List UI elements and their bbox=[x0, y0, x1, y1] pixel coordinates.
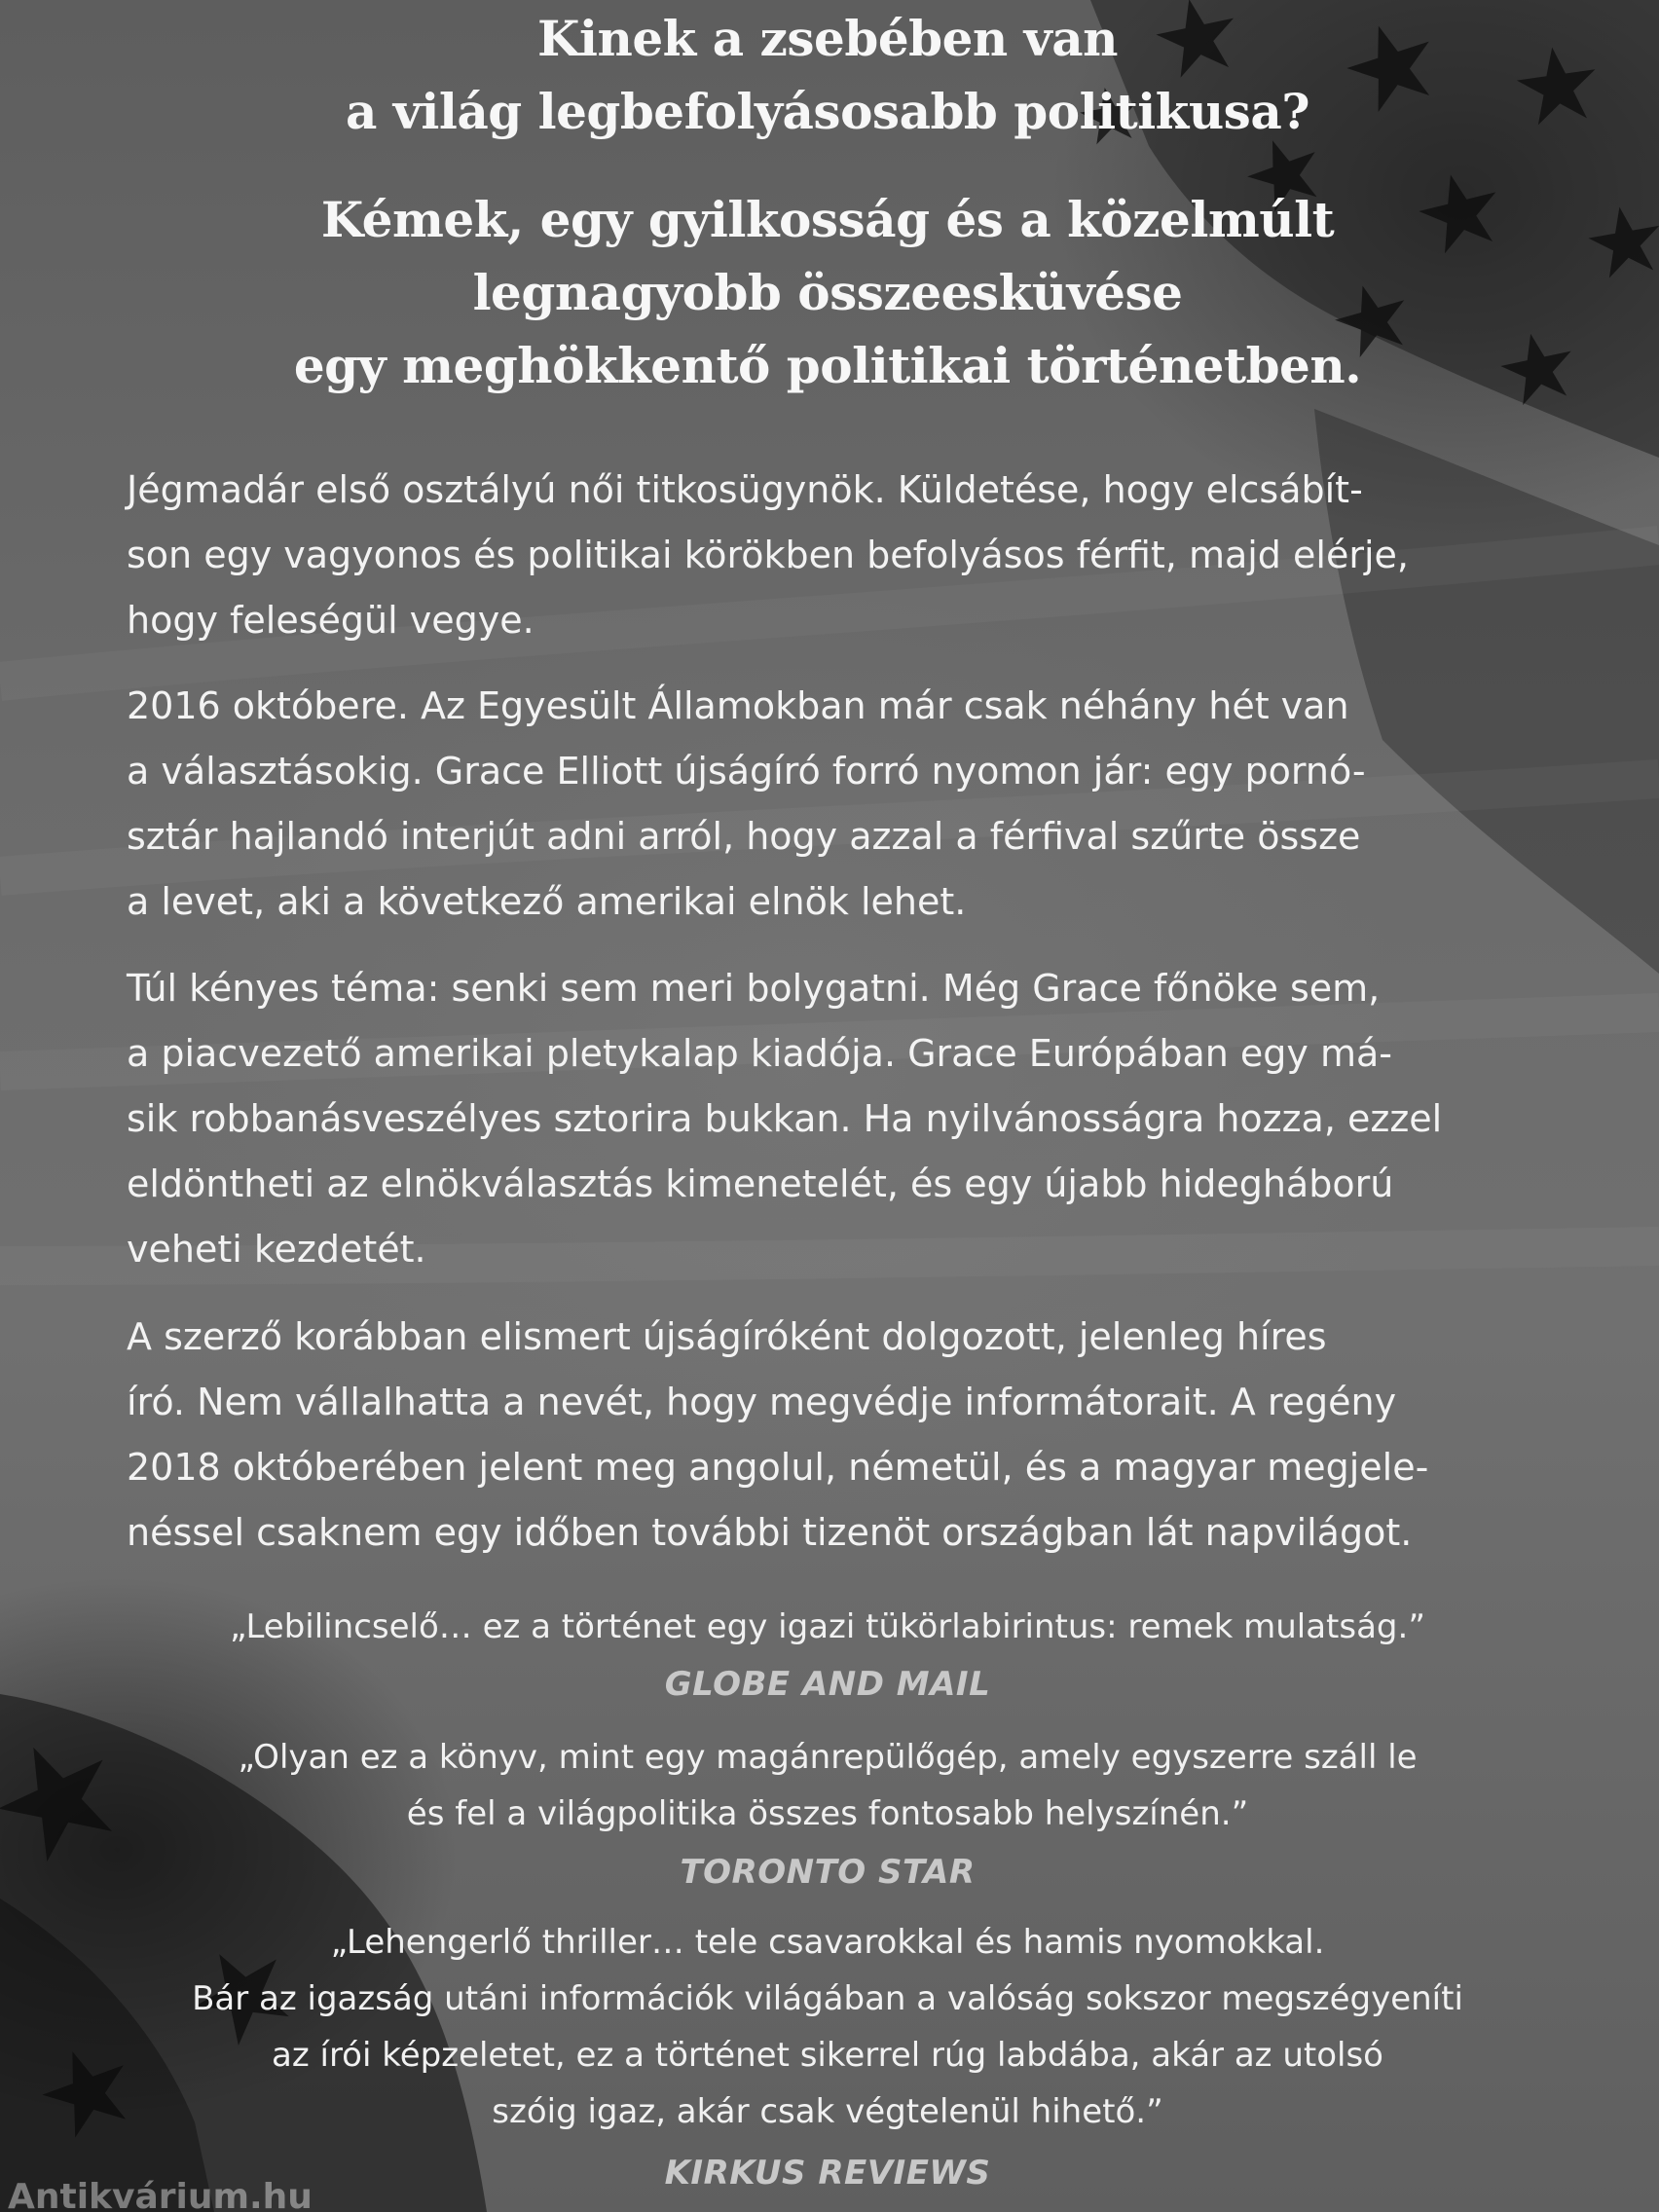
text-line: a választásokig. Grace Elliott újságíró forró nyomon jár: egy pornó- bbox=[127, 750, 1366, 793]
review-quote-2 bbox=[117, 1729, 1538, 1842]
headline-question bbox=[195, 2, 1460, 148]
review-quote-1 bbox=[117, 1599, 1538, 1655]
watermark-text: Antikvárium.hu bbox=[8, 2177, 313, 2212]
headline-subtitle bbox=[195, 183, 1460, 402]
text-line: író. Nem vállalhatta a nevét, hogy megvédje informátorait. A regény bbox=[127, 1381, 1397, 1423]
quote-line: és fel a világpolitika összes fontosabb helyszínén.” bbox=[406, 1794, 1249, 1833]
review-quote-3 bbox=[117, 1914, 1538, 2140]
text-line: A szerző korábban elismert újságíróként dolgozott, jelenleg híres bbox=[127, 1315, 1327, 1358]
text-line: Túl kényes téma: senki sem meri bolygatni. Még Grace főnöke sem, bbox=[127, 967, 1381, 1010]
review-source-2: TORONTO STAR bbox=[680, 1853, 976, 1892]
quote-line: szóig igaz, akár csak végtelenül hihető.” bbox=[492, 2092, 1163, 2131]
text-line: a levet, aki a következő amerikai elnök lehet. bbox=[127, 880, 967, 923]
review-source-3: KIRKUS REVIEWS bbox=[664, 2154, 991, 2193]
text-line: sik robbanásveszélyes sztorira bukkan. Ha nyilvánosságra hozza, ezzel bbox=[127, 1097, 1443, 1140]
headline-line: egy meghökkentő politikai történetben. bbox=[293, 337, 1362, 394]
text-line: eldöntheti az elnökválasztás kimenetelét, és egy újabb hidegháború bbox=[127, 1162, 1394, 1205]
blurb-paragraph-1 bbox=[127, 458, 1538, 653]
blurb-paragraph-2 bbox=[127, 674, 1538, 935]
text-line: son egy vagyonos és politikai körökben befolyásos férfit, majd elérje, bbox=[127, 534, 1409, 576]
headline-line: a világ legbefolyásosabb politikusa? bbox=[345, 83, 1310, 140]
headline-line: Kinek a zsebében van bbox=[537, 10, 1118, 67]
text-line: a piacvezető amerikai pletykalap kiadója. Grace Európában egy má- bbox=[127, 1032, 1392, 1075]
quote-line: „Lebilincselő… ez a történet egy igazi tükörlabirintus: remek mulatság.” bbox=[230, 1607, 1425, 1646]
text-line: hogy feleségül vegye. bbox=[127, 599, 535, 642]
quote-line: „Olyan ez a könyv, mint egy magánrepülőgép, amely egyszerre száll le bbox=[238, 1738, 1418, 1777]
blurb-paragraph-3 bbox=[127, 956, 1538, 1282]
text-line: veheti kezdetét. bbox=[127, 1228, 426, 1271]
text-line: sztár hajlandó interjút adni arról, hogy azzal a férfival szűrte össze bbox=[127, 815, 1361, 858]
text-line: 2016 októbere. Az Egyesült Államokban már csak néhány hét van bbox=[127, 684, 1349, 727]
headline-line: Kémek, egy gyilkosság és a közelmúlt bbox=[320, 191, 1335, 248]
text-line: Jégmadár első osztályú női titkosügynök. Küldetése, hogy elcsábít- bbox=[127, 468, 1363, 511]
quote-line: Bár az igazság utáni információk világában a valóság sokszor megszégyeníti bbox=[192, 1979, 1463, 2018]
text-line: 2018 októberében jelent meg angolul, németül, és a magyar megjele- bbox=[127, 1446, 1429, 1489]
blurb-paragraph-4 bbox=[127, 1305, 1538, 1566]
headline-line: legnagyobb összeesküvése bbox=[472, 264, 1183, 321]
quote-line: „Lehengerlő thriller… tele csavarokkal és hamis nyomokkal. bbox=[330, 1923, 1325, 1962]
quote-line: az írói képzeletet, ez a történet sikerrel rúg labdába, akár az utolsó bbox=[272, 2036, 1383, 2075]
review-source-1: GLOBE AND MAIL bbox=[664, 1665, 991, 1704]
text-line: néssel csaknem egy időben további tizenöt országban lát napvilágot. bbox=[127, 1511, 1413, 1554]
